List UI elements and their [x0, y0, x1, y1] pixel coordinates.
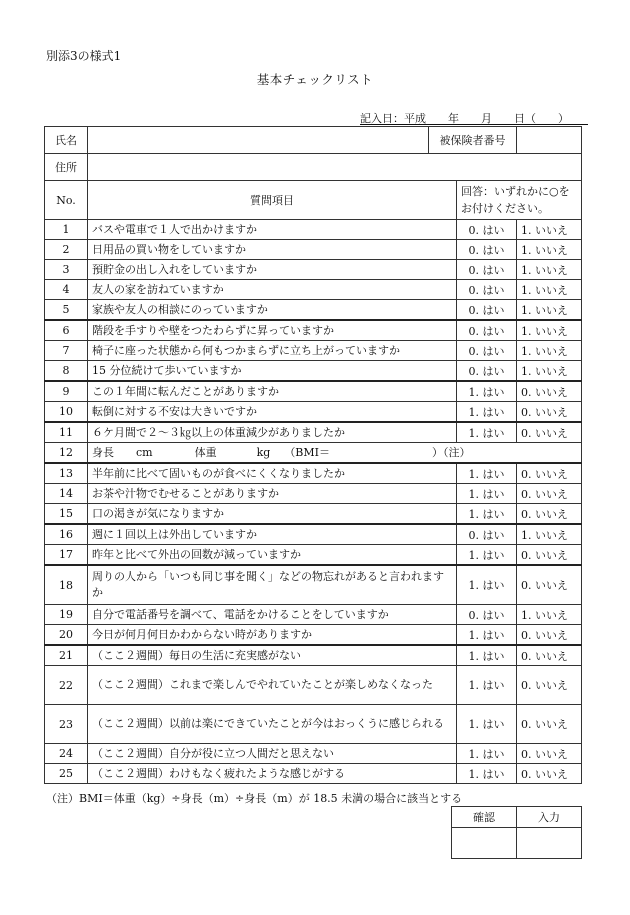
question-number: 17 — [45, 545, 88, 566]
question-text: （ここ２週間）毎日の生活に充実感がない — [88, 645, 457, 666]
checklist-table — [44, 126, 582, 784]
answer-option-second[interactable]: 0. いいえ — [517, 484, 582, 504]
answer-option-second[interactable]: 0. いいえ — [517, 666, 582, 705]
answer-option-first[interactable]: 0. はい — [457, 280, 517, 300]
input-field[interactable] — [517, 828, 582, 859]
question-text: 今日が何月何日かわからない時がありますか — [88, 625, 457, 646]
answer-option-first[interactable]: 1. はい — [457, 381, 517, 402]
question-number: 11 — [45, 422, 88, 443]
question-number: 10 — [45, 402, 88, 423]
name-field[interactable] — [88, 127, 429, 154]
answer-option-first[interactable]: 0. はい — [457, 300, 517, 321]
address-field[interactable] — [88, 154, 582, 181]
question-row — [45, 381, 582, 402]
question-text: （ここ２週間）以前は楽にできていたことが今はおっくうに感じられる — [88, 705, 457, 744]
question-row — [45, 645, 582, 666]
answer-option-second[interactable]: 1. いいえ — [517, 524, 582, 545]
answer-option-first[interactable]: 1. はい — [457, 545, 517, 566]
weight-label: 体重 — [194, 445, 217, 459]
answer-option-second[interactable]: 1. いいえ — [517, 280, 582, 300]
answer-option-second[interactable]: 1. いいえ — [517, 320, 582, 341]
question-number: 20 — [45, 625, 88, 646]
question-number: 12 — [45, 443, 88, 464]
address-row — [45, 154, 582, 181]
answer-option-first[interactable]: 1. はい — [457, 744, 517, 764]
answer-option-second[interactable]: 1. いいえ — [517, 300, 582, 321]
question-row — [45, 545, 582, 566]
insured-number-label: 被保険者番号 — [429, 127, 517, 154]
question-text: 家族や友人の相談にのっていますか — [88, 300, 457, 321]
answer-option-second[interactable]: 1. いいえ — [517, 220, 582, 240]
question-text: 昨年と比べて外出の回数が減っていますか — [88, 545, 457, 566]
question-text: 日用品の買い物をしていますか — [88, 240, 457, 260]
question-text: 周りの人から「いつも同じ事を聞く」などの物忘れがあると言われますか — [88, 565, 457, 605]
answer-option-second[interactable]: 0. いいえ — [517, 705, 582, 744]
input-label: 入力 — [517, 807, 582, 828]
question-row — [45, 524, 582, 545]
answer-option-second[interactable]: 0. いいえ — [517, 764, 582, 784]
answer-option-second[interactable]: 1. いいえ — [517, 361, 582, 382]
question-text: （ここ２週間）わけもなく疲れたような感じがする — [88, 764, 457, 784]
question-row — [45, 220, 582, 240]
bmi-entry-cell[interactable] — [88, 443, 582, 464]
question-row — [45, 744, 582, 764]
question-text: バスや電車で１人で出かけますか — [88, 220, 457, 240]
question-row — [45, 764, 582, 784]
answer-option-second[interactable]: 0. いいえ — [517, 402, 582, 423]
question-text: 預貯金の出し入れをしていますか — [88, 260, 457, 280]
question-number: 24 — [45, 744, 88, 764]
question-number: 6 — [45, 320, 88, 341]
question-number: 25 — [45, 764, 88, 784]
confirm-field[interactable] — [452, 828, 517, 859]
insured-number-field[interactable] — [517, 127, 582, 154]
answer-option-second[interactable]: 0. いいえ — [517, 504, 582, 525]
bmi-footnote: （注）BMI＝体重（kg）÷身長（m）÷身長（m）が 18.5 未満の場合に該当とする — [46, 792, 463, 805]
question-row — [45, 402, 582, 423]
question-number: 1 — [45, 220, 88, 240]
answer-option-first[interactable]: 0. はい — [457, 220, 517, 240]
answer-option-first[interactable]: 1. はい — [457, 422, 517, 443]
question-row — [45, 280, 582, 300]
answer-option-second[interactable]: 0. いいえ — [517, 422, 582, 443]
answer-option-first[interactable]: 1. はい — [457, 463, 517, 484]
question-number: 21 — [45, 645, 88, 666]
answer-option-second[interactable]: 1. いいえ — [517, 605, 582, 625]
question-row — [45, 666, 582, 705]
question-row — [45, 565, 582, 605]
question-row — [45, 422, 582, 443]
date-underline — [360, 124, 588, 125]
answer-option-second[interactable]: 0. いいえ — [517, 463, 582, 484]
answer-option-first[interactable]: 0. はい — [457, 341, 517, 361]
question-number: 4 — [45, 280, 88, 300]
question-number: 8 — [45, 361, 88, 382]
height-label: 身長 — [92, 445, 114, 459]
answer-option-first[interactable]: 0. はい — [457, 361, 517, 382]
question-text: 口の渇きが気になりますか — [88, 504, 457, 525]
question-row — [45, 341, 582, 361]
question-text: お茶や汁物でむせることがありますか — [88, 484, 457, 504]
confirm-box — [451, 806, 582, 859]
answer-option-first[interactable]: 1. はい — [457, 764, 517, 784]
column-header-row — [45, 181, 582, 220]
weight-unit: kg — [256, 445, 271, 459]
address-label: 住所 — [45, 154, 88, 181]
bmi-row — [45, 443, 582, 464]
answer-option-second[interactable]: 0. いいえ — [517, 545, 582, 566]
question-number: 15 — [45, 504, 88, 525]
height-unit: cm — [136, 445, 153, 459]
answer-option-first[interactable]: 0. はい — [457, 320, 517, 341]
question-text: 転倒に対する不安は大きいですか — [88, 402, 457, 423]
question-row — [45, 320, 582, 341]
question-number: 7 — [45, 341, 88, 361]
question-row — [45, 361, 582, 382]
question-number: 14 — [45, 484, 88, 504]
answer-option-second[interactable]: 0. いいえ — [517, 381, 582, 402]
question-number: 18 — [45, 565, 88, 605]
name-row — [45, 127, 582, 154]
answer-option-first[interactable]: 1. はい — [457, 504, 517, 525]
question-text: 友人の家を訪ねていますか — [88, 280, 457, 300]
form-id: 別添3の様式1 — [46, 49, 122, 63]
question-text: （ここ２週間）これまで楽しんでやれていたことが楽しめなくなった — [88, 666, 457, 705]
answer-option-first[interactable]: 1. はい — [457, 565, 517, 605]
question-text: 自分で電話番号を調べて、電話をかけることをしていますか — [88, 605, 457, 625]
question-text: この１年間に転んだことがありますか — [88, 381, 457, 402]
question-number: 16 — [45, 524, 88, 545]
question-number: 3 — [45, 260, 88, 280]
question-text: 階段を手すりや壁をつたわらずに昇っていますか — [88, 320, 457, 341]
question-row — [45, 240, 582, 260]
answer-option-second[interactable]: 0. いいえ — [517, 625, 582, 646]
confirm-label: 確認 — [452, 807, 517, 828]
question-number: 19 — [45, 605, 88, 625]
bmi-close: ）（注） — [432, 445, 471, 459]
question-text: 15 分位続けて歩いていますか — [88, 361, 457, 382]
question-row — [45, 260, 582, 280]
answer-option-second[interactable]: 0. いいえ — [517, 645, 582, 666]
answer-option-second[interactable]: 1. いいえ — [517, 260, 582, 280]
question-number: 22 — [45, 666, 88, 705]
question-text: ６ケ月間で２～３㎏以上の体重減少がありましたか — [88, 422, 457, 443]
answer-option-first[interactable]: 0. はい — [457, 240, 517, 260]
answer-option-first[interactable]: 0. はい — [457, 260, 517, 280]
question-number: 9 — [45, 381, 88, 402]
question-row — [45, 705, 582, 744]
question-number: 13 — [45, 463, 88, 484]
answer-option-first[interactable]: 1. はい — [457, 666, 517, 705]
question-number: 2 — [45, 240, 88, 260]
no-header: No. — [45, 181, 88, 220]
question-row — [45, 605, 582, 625]
answer-option-second[interactable]: 1. いいえ — [517, 341, 582, 361]
answer-option-first[interactable]: 0. はい — [457, 524, 517, 545]
question-text: 椅子に座った状態から何もつかまらずに立ち上がっていますか — [88, 341, 457, 361]
question-header: 質問項目 — [88, 181, 457, 220]
answer-option-second[interactable]: 0. いいえ — [517, 744, 582, 764]
entry-date-line[interactable]: 記入日：平成 年 月 日（ ） — [360, 112, 569, 125]
answer-option-first[interactable]: 0. はい — [457, 605, 517, 625]
question-row — [45, 625, 582, 646]
answer-option-first[interactable]: 1. はい — [457, 705, 517, 744]
page-title: 基本チェックリスト — [256, 72, 374, 87]
answer-option-first[interactable]: 1. はい — [457, 645, 517, 666]
bmi-label: （BMI＝ — [284, 445, 331, 459]
question-number: 23 — [45, 705, 88, 744]
answer-option-first[interactable]: 1. はい — [457, 402, 517, 423]
answer-option-first[interactable]: 1. はい — [457, 484, 517, 504]
question-text: 半年前に比べて固いものが食べにくくなりましたか — [88, 463, 457, 484]
name-label: 氏名 — [45, 127, 88, 154]
answer-option-second[interactable]: 0. いいえ — [517, 565, 582, 605]
question-number: 5 — [45, 300, 88, 321]
answer-option-second[interactable]: 1. いいえ — [517, 240, 582, 260]
answer-header: 回答：いずれかに○をお付けください。 — [457, 181, 582, 220]
question-text: （ここ２週間）自分が役に立つ人間だと思えない — [88, 744, 457, 764]
question-text: 週に１回以上は外出していますか — [88, 524, 457, 545]
question-row — [45, 300, 582, 321]
question-row — [45, 504, 582, 525]
question-row — [45, 484, 582, 504]
answer-option-first[interactable]: 1. はい — [457, 625, 517, 646]
question-row — [45, 463, 582, 484]
